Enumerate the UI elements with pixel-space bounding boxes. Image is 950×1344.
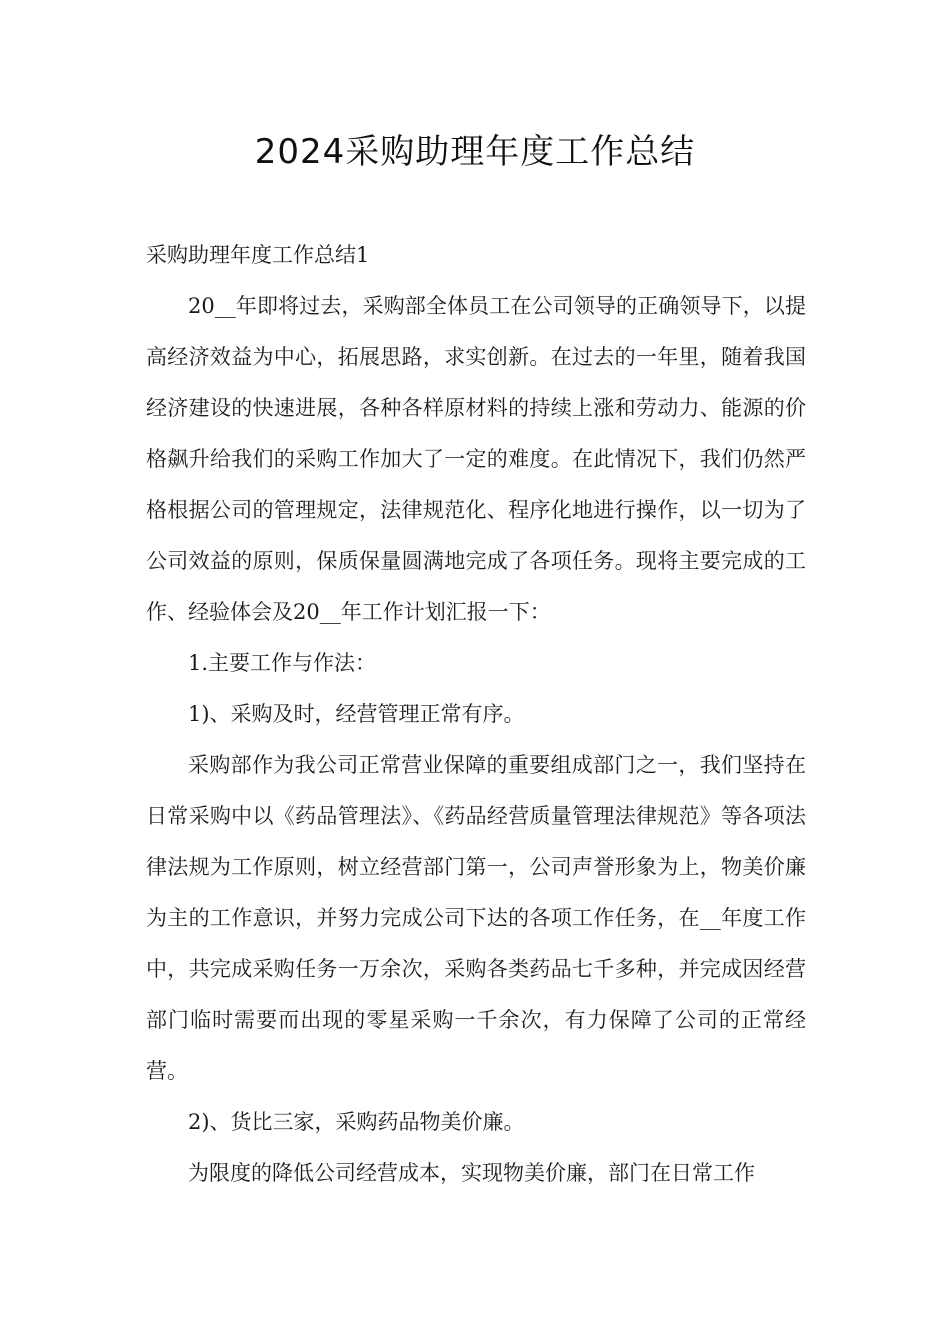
paragraph-item-2-body: 为限度的降低公司经营成本，实现物美价廉，部门在日常工作 xyxy=(188,1161,755,1185)
document-body xyxy=(146,230,806,1199)
paragraph-item-2-heading: 2)、货比三家，采购药品物美价廉。 xyxy=(188,1110,525,1134)
section-heading: 采购助理年度工作总结1 xyxy=(146,243,370,267)
paragraph-intro: 20__年即将过去，采购部全体员工在公司领导的正确领导下，以提高经济效益为中心，拓展思路，求实创新。在过去的一年里，随着我国经济建设的快速进展，各种各样原材料的持续上涨和劳动力、能源的价格飙升给我们的采购工作加大了一定的难度。在此情况下，我们仍然严格根据公司的管理规定，法律规范化、程序化地进行操作，以一切为了公司效益的原则，保质保量圆满地完成了各项任务。现将主要完成的工作、经验体会及20__年工作计划汇报一下： xyxy=(146,294,806,624)
paragraph-item-1-heading: 1)、采购及时，经营管理正常有序。 xyxy=(188,702,525,726)
paragraph-item-1-body: 采购部作为我公司正常营业保障的重要组成部门之一，我们坚持在日常采购中以《药品管理法》、《药品经营质量管理法律规范》等各项法律法规为工作原则，树立经营部门第一，公司声誉形象为上，物美价廉为主的工作意识，并努力完成公司下达的各项工作任务，在__年度工作中，共完成采购任务一万余次，采购各类药品七千多种，并完成因经营部门临时需要而出现的零星采购一千余次，有力保障了公司的正常经营。 xyxy=(146,753,806,1083)
document-title: 2024采购助理年度工作总结 xyxy=(254,132,696,172)
paragraph-main-work-heading: 1.主要工作与作法： xyxy=(188,651,377,675)
